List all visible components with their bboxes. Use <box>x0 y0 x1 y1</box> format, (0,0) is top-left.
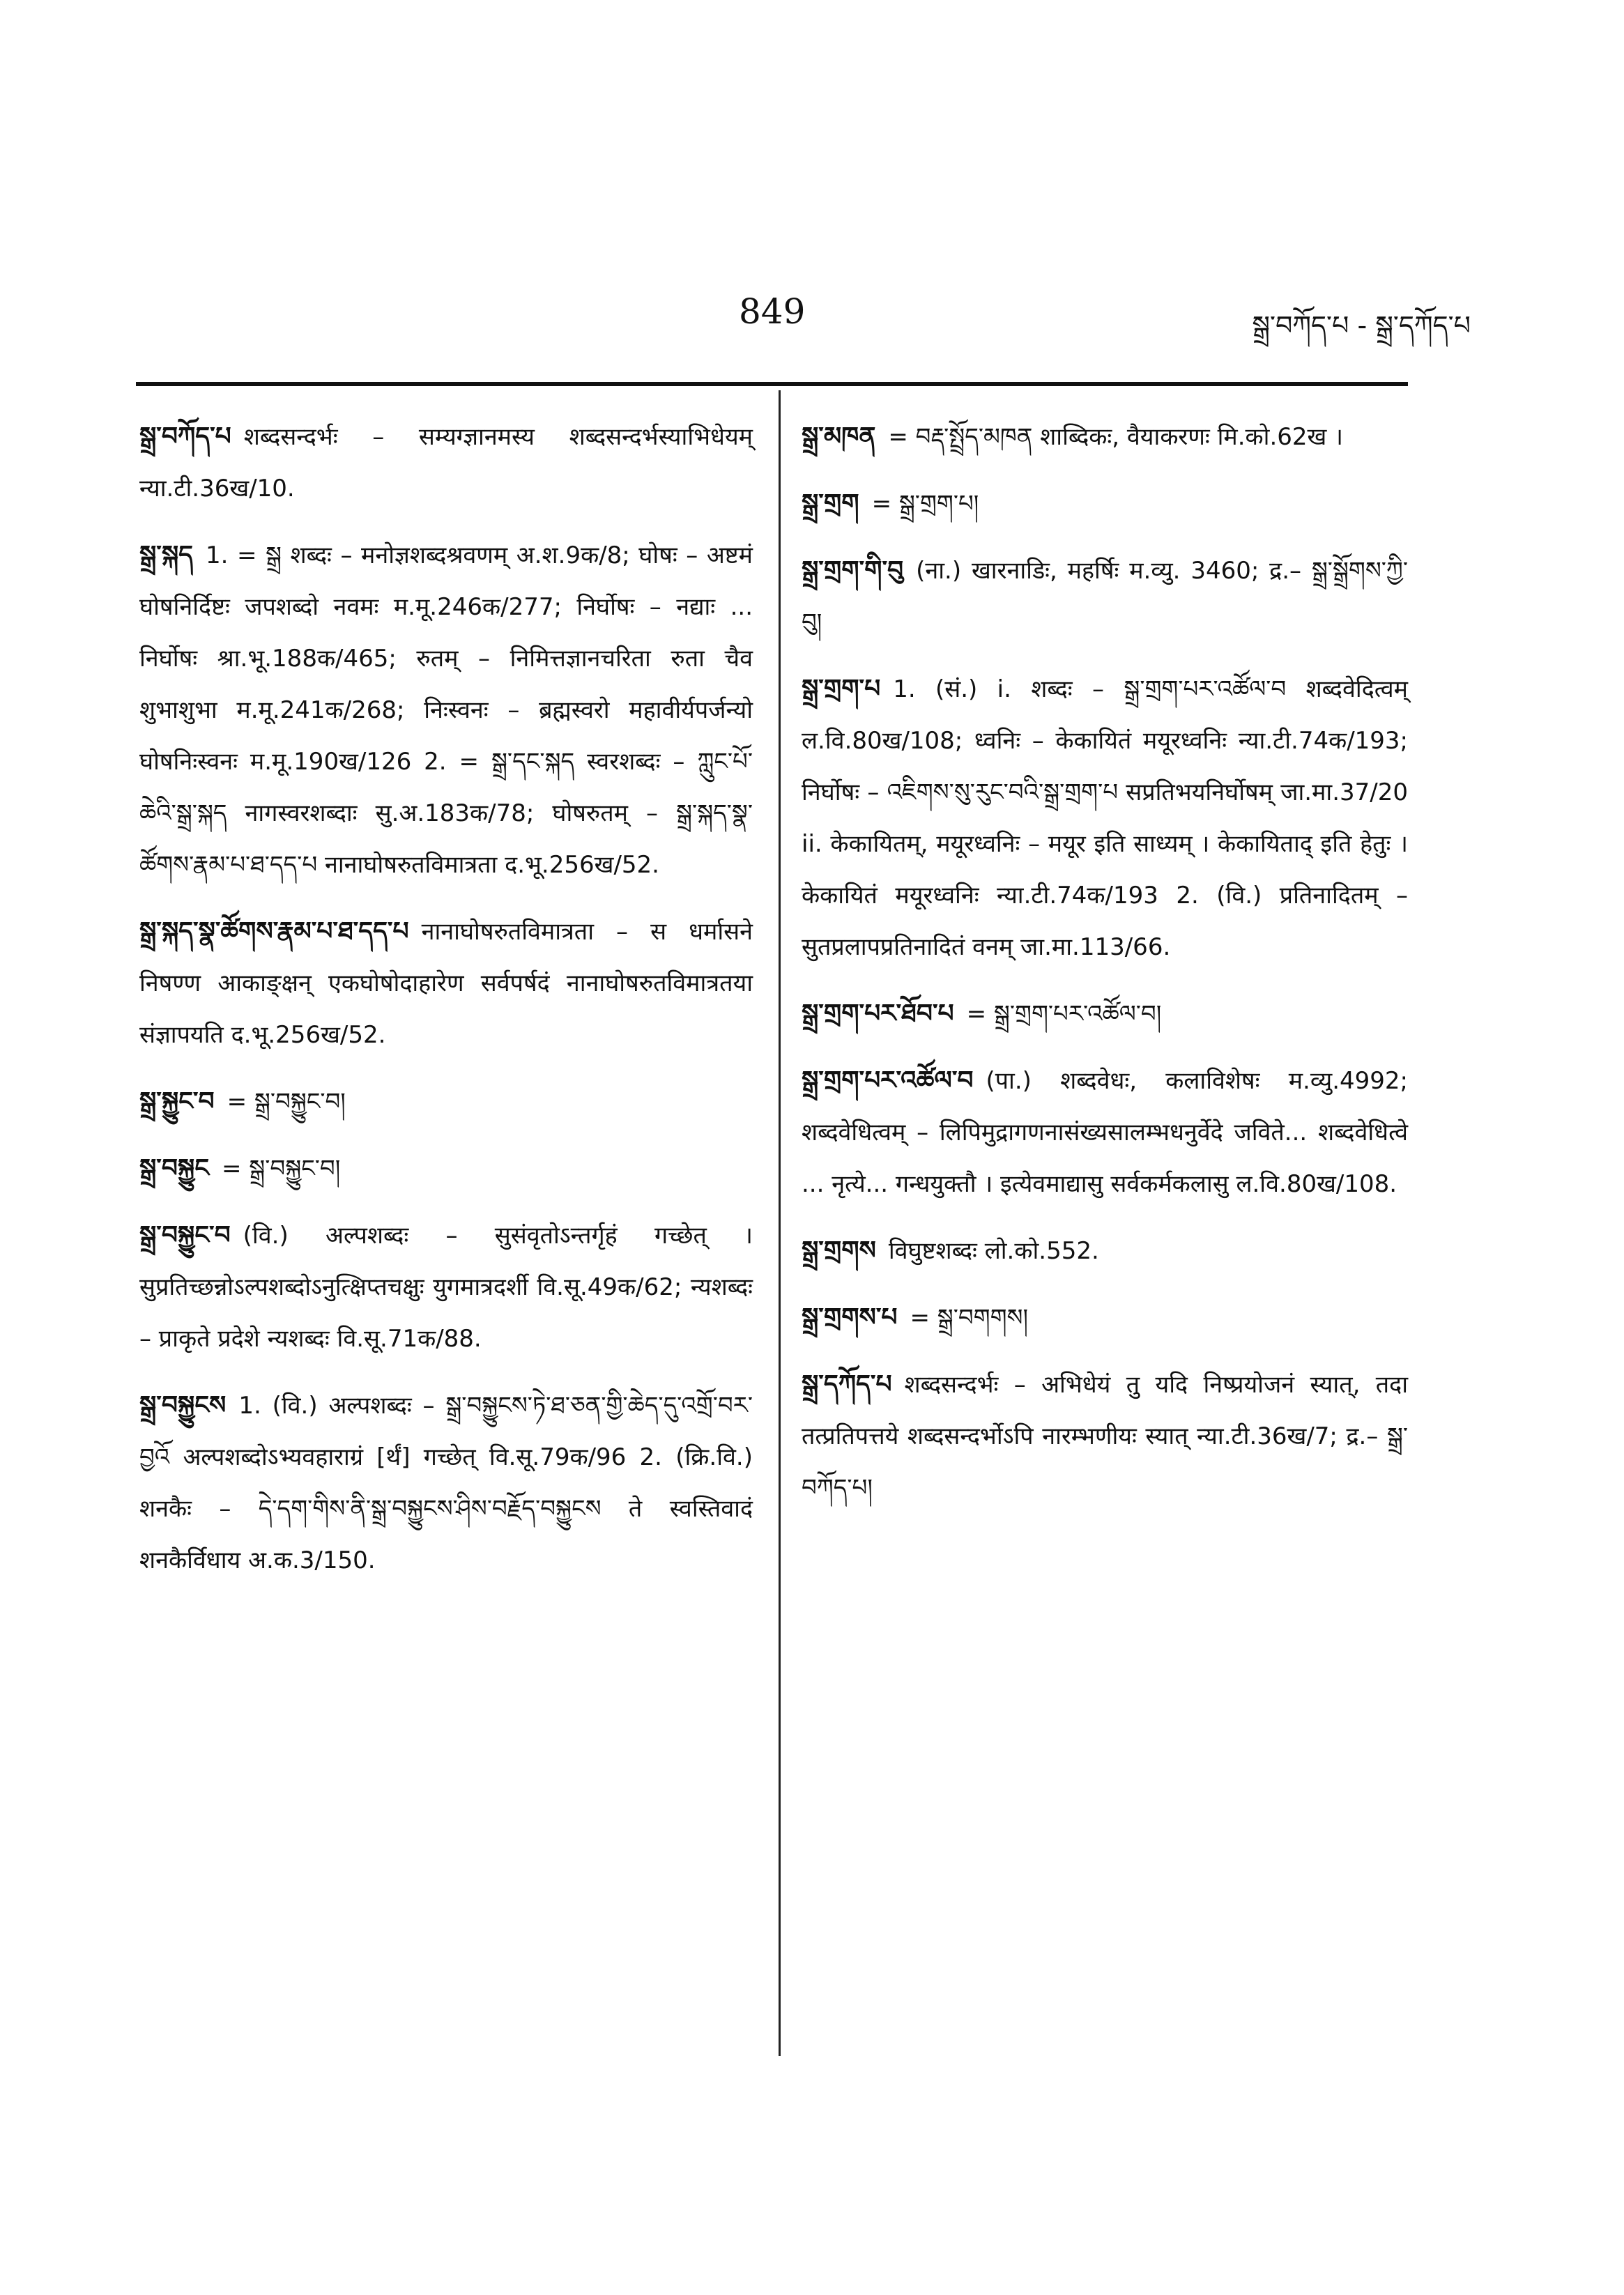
entry-headword: སྒྲ་དཀོད་པ <box>802 1370 892 1399</box>
dictionary-entry <box>802 988 1408 1040</box>
entry-definition: = སྒྲ་བསྐྱུང་བ། <box>222 1155 341 1183</box>
header-rule <box>136 382 1408 386</box>
entry-definition: नानाघोषरुतविमात्रता – स धर्मासने निषण्ण आकाङ्क्षन् एकघोषोदाहारेण सर्वपर्षदं नानाघोषरुतविमात्रतया संज्ञापयति द.भू.256ख/52. <box>139 918 753 1049</box>
dictionary-entry <box>802 663 1408 973</box>
dictionary-entry <box>139 906 753 1061</box>
entry-headword: སྒྲ་གྲགས་པ <box>802 1303 898 1332</box>
dictionary-entry <box>802 1292 1408 1344</box>
dictionary-entry <box>802 1225 1408 1277</box>
dictionary-entry <box>802 545 1408 648</box>
entry-definition: = བརྡ་སྤྲོད་མཁན शाब्दिकः, वैयाकरणः मि.को.62ख । <box>888 423 1344 451</box>
dictionary-entry <box>802 1055 1408 1210</box>
entry-headword: སྒྲ་བསྐྱུང <box>139 1154 210 1183</box>
dictionary-entry <box>802 1359 1408 1514</box>
entry-headword: སྒྲ་སྐད <box>139 541 194 569</box>
entry-definition: = སྒྲ་གྲག་པ། <box>871 490 979 518</box>
entry-definition: 1. = སྒྲ शब्दः – मनोज्ञशब्दश्रवणम् अ.श.9क/8; घोषः – अष्टमं घोषनिर्दिष्टः जपशब्दो नवमः म.मू.246क/277; निर्घोषः – नद्याः ... निर्घोषः श्रा.भू.188क/465; रुतम् – निमित्तज्ञानचरिता रुता चैव शुभाशुभा म.मू.241क/268; निःस्वनः – ब्रह्मस्वरो महावीर्यपर्जन्यो घोषनिःस्वनः म.मू.190ख/126 2. = སྒྲ་དང་སྐད स्वरशब्दः – ཀླུང་པོ་ཆེའི་སྒྲ་སྐད नागस्वरशब्दाः सु.अ.183क/78; घोषरुतम् – སྒྲ་སྐད་སྣ་ཚོགས་རྣམ་པ་ཐ་དད་པ नानाघोषरुतविमात्रता द.भू.256ख/52. <box>139 542 753 879</box>
entry-definition: (वि.) अल्पशब्दः – सुसंवृतोऽन्तर्गृहं गच्छेत् । सुप्रतिच्छन्नोऽल्पशब्दोऽनुत्क्षिप्तचक्षुः युगमात्रदर्शी वि.सू.49क/62; न्यशब्दः – प्राकृते प्रदेशे न्यशब्दः वि.सू.71क/88. <box>139 1222 753 1353</box>
dictionary-entry <box>139 1076 753 1128</box>
entry-headword: སྒྲ་བཀོད་པ <box>139 422 231 451</box>
entry-headword: སྒྲ་བསྐྱུངས <box>139 1391 227 1420</box>
entry-definition: (ना.) खारनाडिः, महर्षिः म.व्यु. 3460; द्र.– སྒྲ་སྒྲོགས་ཀྱི་བུ། <box>802 557 1408 636</box>
left-column <box>139 411 753 1602</box>
entry-headword: སྒྲ་བསྐྱུང་བ <box>139 1221 231 1250</box>
entry-definition: विघुष्टशब्दः लो.को.552. <box>888 1237 1099 1265</box>
entry-definition: = སྒྲ་བགགས། <box>910 1304 1029 1332</box>
entry-definition: = སྒྲ་གྲག་པར་འཚོལ་བ། <box>966 1000 1162 1028</box>
entry-headword: སྒྲ་སྐད་སྣ་ཚོགས་རྣམ་པ་ཐ་དད་པ <box>139 917 409 946</box>
entry-definition: 1. (वि.) अल्पशब्दः – སྒྲ་བསྐྱུངས་ཏེ་ཐ་ཅན་གྱི་ཆེད་དུ་འགྲོ་བར་བྱའོ अल्पशब्दोऽभ्यवहाराग्रं [र्थं] गच्छेत् वि.सू.79क/96 2. (क्रि.वि.) शनकैः – དེ་དག་གིས་ནི་སྒྲ་བསྐྱུངས་ཤིས་བརྗོད་བསྐྱུངས ते स्वस्तिवादं शनकैर्विधाय अ.क.3/150. <box>139 1392 753 1574</box>
entry-definition: = སྒྲ་བསྐྱུང་བ། <box>227 1088 346 1116</box>
entry-headword: སྒྲ་གྲག་པ <box>802 675 881 703</box>
dictionary-entry <box>139 1210 753 1365</box>
right-column <box>802 411 1408 1529</box>
entry-definition: शब्दसन्दर्भः – अभिधेयं तु यदि निष्प्रयोजनं स्यात्, तदा तत्प्रतिपत्तये शब्दसन्दर्भोऽपि नारम्भणीयः स्यात् न्या.टी.36ख/7; द्र.– སྒྲ་བཀོད་པ། <box>802 1371 1408 1502</box>
entry-headword: སྒྲ་གྲག་པར་ཐོབ་པ <box>802 999 954 1028</box>
entry-definition: शब्दसन्दर्भः – सम्यग्ज्ञानमस्य शब्दसन्दर्भस्याभिधेयम् न्या.टी.36ख/10. <box>139 423 753 502</box>
entry-definition: (पा.) शब्दवेधः, कलाविशेषः म.व्यु.4992; शब्दवेधित्वम् – लिपिमुद्रागणनासंख्यसालम्भधनुर्वेदे जविते... शब्दवेधित्वे ... नृत्ये... गन्धयुक्तौ । इत्येवमाद्यासु सर्वकर्मकलासु ल.वि.80ख/108. <box>802 1067 1408 1198</box>
dictionary-entry <box>802 411 1408 463</box>
entry-headword: སྒྲ་གྲགས <box>802 1236 876 1265</box>
entry-definition: 1. (सं.) i. शब्दः – སྒྲ་གྲག་པར་འཚོལ་བ शब्दवेदित्वम् ल.वि.80ख/108; ध्वनिः – केकायितं मयूरध्वनिः न्या.टी.74क/193; निर्घोषः – འཇིགས་སུ་རུང་བའི་སྒྲ་གྲག་པ सप्रतिभयनिर्घोषम् जा.मा.37/20 ii. केकायितम्, मयूरध्वनिः – मयूर इति साध्यम् । केकायिताद् इति हेतुः । केकायितं मयूरध्वनिः न्या.टी.74क/193 2. (वि.) प्रतिनादितम् – सुतप्रलापप्रतिनादितं वनम् जा.मा.113/66. <box>802 675 1408 961</box>
dictionary-entry <box>802 478 1408 530</box>
running-head: སྒྲ་བཀོད་པ - སྒྲ་དཀོད་པ <box>1252 310 1471 341</box>
dictionary-entry <box>139 1143 753 1195</box>
entry-headword: སྒྲ་གྲག་པར་འཚོལ་བ <box>802 1066 974 1095</box>
dictionary-entry <box>139 530 753 891</box>
entry-headword: སྒྲ་གྲག་གི་བུ <box>802 556 904 585</box>
entry-headword: སྒྲ་མཁན <box>802 422 876 451</box>
dictionary-entry <box>139 411 753 514</box>
dictionary-entry <box>139 1380 753 1586</box>
page-number: 849 <box>739 291 806 332</box>
entry-headword: སྒྲ་སྐྱུང་བ <box>139 1087 215 1116</box>
entry-headword: སྒྲ་གྲག <box>802 489 859 518</box>
column-divider <box>779 390 781 2056</box>
